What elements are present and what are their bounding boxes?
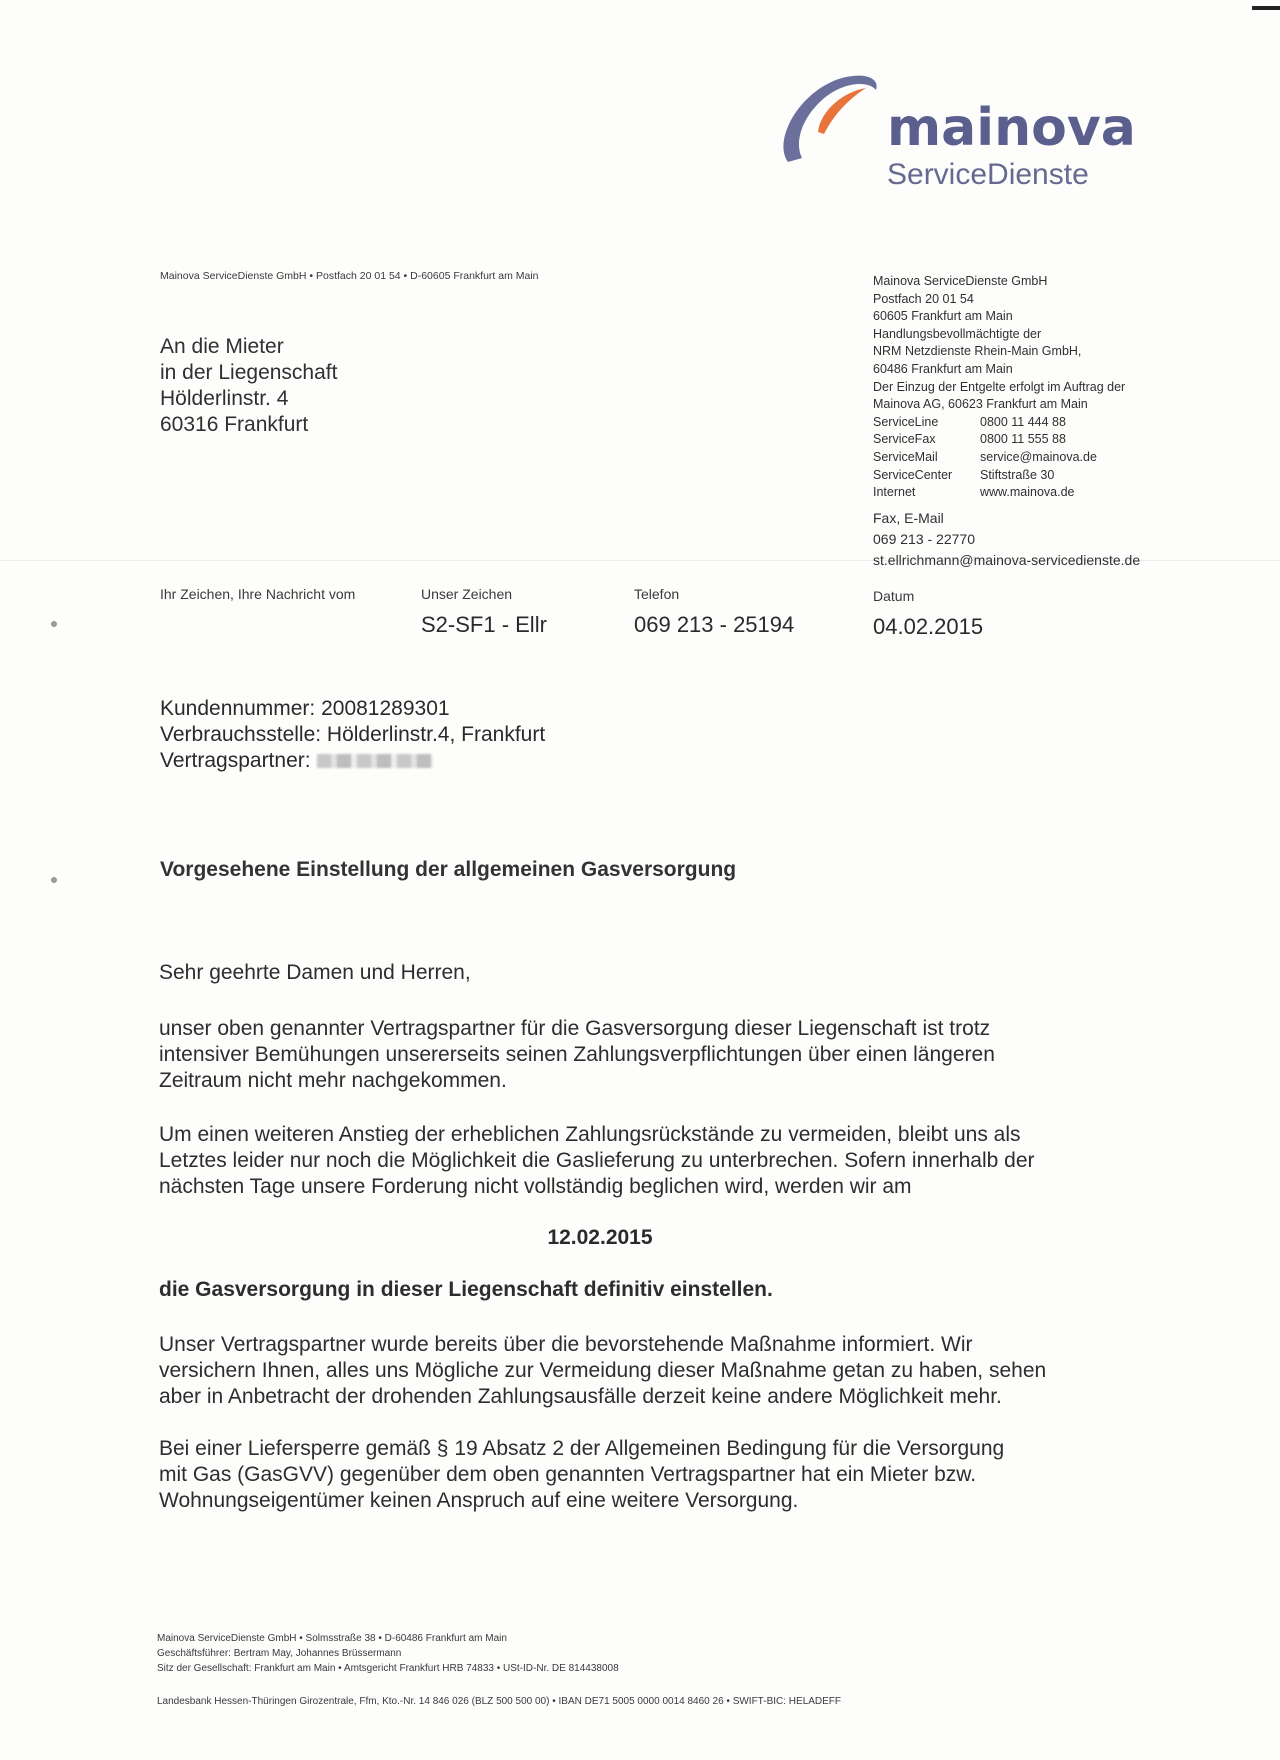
footer-line: Sitz der Gesellschaft: Frankfurt am Main • Amtsgericht Frankfurt HRB 74833 • USt-ID-Nr. DE 814438008	[157, 1663, 619, 1674]
paragraph-line: Bei einer Liefersperre gemäß § 19 Absatz 2 der Allgemeinen Bedingung für die Versorgung	[159, 1437, 1005, 1460]
punch-hole-mark	[51, 877, 57, 883]
contact-label: ServiceFax	[873, 432, 936, 447]
recipient-line: 60316 Frankfurt	[160, 413, 309, 436]
fax-email-block	[873, 508, 1273, 571]
sender-return-address: Mainova ServiceDienste GmbH • Postfach 20 01 54 • D-60605 Frankfurt am Main	[160, 270, 539, 282]
recipient-address	[160, 334, 337, 438]
contact-label: Internet	[873, 485, 916, 500]
sidebar-address-line: 60486 Frankfurt am Main	[873, 361, 1013, 376]
customer-info	[160, 696, 545, 774]
contract-partner-label: Vertragspartner:	[160, 749, 311, 772]
contact-value: www.mainova.de	[980, 485, 1075, 500]
contract-partner-row	[160, 748, 545, 774]
ref-ihr-zeichen	[160, 586, 355, 602]
footer-line: Geschäftsführer: Bertram May, Johannes Brüssermann	[157, 1648, 402, 1659]
paragraph-line: intensiver Bemühungen unsererseits seinen Zahlungsverpflichtungen über einen längeren	[159, 1043, 995, 1066]
sidebar-address-line: Mainova ServiceDienste GmbH	[873, 274, 1048, 288]
paragraph-line: mit Gas (GasGVV) gegenüber dem oben genannten Vertragspartner hat ein Mieter bzw.	[159, 1463, 977, 1486]
recipient-line: An die Mieter	[160, 335, 284, 358]
consumption-point: Verbrauchsstelle: Hölderlinstr.4, Frankfurt	[160, 723, 546, 746]
contact-row	[873, 431, 1273, 449]
company-footer	[157, 1631, 619, 1676]
sidebar-address-line: NRM Netzdienste Rhein-Main GmbH,	[873, 344, 1082, 359]
punch-hole-mark	[51, 621, 57, 627]
paragraph-line: Letztes leider nur noch die Möglichkeit die Gaslieferung zu unterbrechen. Sofern innerhalb der	[159, 1149, 1035, 1172]
paragraph-line: Wohnungseigentümer keinen Anspruch auf eine weitere Versorgung.	[159, 1489, 799, 1512]
recipient-line: Hölderlinstr. 4	[160, 387, 289, 410]
paragraph-line: nächsten Tage unsere Forderung nicht vollständig beglichen wird, werden wir am	[159, 1175, 912, 1198]
contact-value: 0800 11 555 88	[980, 432, 1066, 447]
contact-row	[873, 467, 1273, 485]
bank-footer: Landesbank Hessen-Thüringen Girozentrale, Ffm, Kto.-Nr. 14 846 026 (BLZ 500 500 00) • IBAN DE71 5005 0000 0014 8460 26 • SWIFT-BIC: HELADEFF	[157, 1696, 842, 1707]
paragraph-line: Um einen weiteren Anstieg der erheblichen Zahlungsrückstände zu vermeiden, bleibt uns als	[159, 1123, 1021, 1146]
paragraph-line: unser oben genannter Vertragspartner für die Gasversorgung dieser Liegenschaft ist trotz	[159, 1017, 991, 1040]
redacted-name	[317, 754, 433, 768]
contact-label: ServiceMail	[873, 449, 938, 464]
contact-row	[873, 414, 1273, 432]
paragraph-1	[159, 1016, 1139, 1094]
contact-value: 0800 11 444 88	[980, 414, 1066, 429]
ref-label: Unser Zeichen	[421, 586, 513, 602]
ref-label: Telefon	[634, 586, 680, 602]
customer-number: Kundennummer: 20081289301	[160, 697, 450, 720]
ref-label: Datum	[873, 588, 915, 604]
ref-value: 04.02.2015	[873, 614, 984, 639]
logo-wordmark: mainova	[887, 98, 1136, 158]
logo-subtitle: ServiceDienste	[887, 158, 1089, 191]
paragraph-line: Zeitraum nicht mehr nachgekommen.	[159, 1069, 507, 1092]
ref-datum	[873, 588, 983, 640]
cutoff-statement: die Gasversorgung in dieser Liegenschaft definitiv einstellen.	[159, 1278, 773, 1301]
scan-edge-mark	[1252, 6, 1280, 10]
footer-line: Mainova ServiceDienste GmbH • Solmsstraße 38 • D-60486 Frankfurt am Main	[157, 1633, 507, 1644]
letter-subject: Vorgesehene Einstellung der allgemeinen Gasversorgung	[160, 858, 737, 881]
contact-value: Stiftstraße 30	[980, 467, 1055, 482]
sidebar-address-line: Handlungsbevollmächtigte der	[873, 326, 1042, 341]
contact-row	[873, 484, 1273, 502]
paragraph-line: aber in Anbetracht der drohenden Zahlungsausfälle derzeit keine andere Möglichkeit mehr.	[159, 1385, 1002, 1408]
contact-list	[873, 414, 1273, 502]
sidebar-address-line: 60605 Frankfurt am Main	[873, 309, 1013, 324]
contact-email: st.ellrichmann@mainova-servicedienste.de	[873, 551, 1141, 568]
ref-label: Ihr Zeichen, Ihre Nachricht vom	[160, 586, 356, 602]
fax-number: 069 213 - 22770	[873, 530, 975, 547]
sender-info-block	[873, 273, 1273, 571]
ref-value: S2-SF1 - Ellr	[421, 612, 547, 637]
sidebar-address-line: Postfach 20 01 54	[873, 291, 974, 306]
contact-value: service@mainova.de	[980, 449, 1097, 464]
ref-telefon	[634, 586, 794, 638]
ref-unser-zeichen	[421, 586, 547, 638]
ref-value: 069 213 - 25194	[634, 612, 795, 637]
mainova-logo	[780, 70, 1140, 200]
recipient-line: in der Liegenschaft	[160, 361, 338, 384]
fax-label: Fax, E-Mail	[873, 509, 944, 526]
swoosh-icon	[780, 70, 890, 170]
paragraph-line: versichern Ihnen, alles uns Mögliche zur Vermeidung dieser Maßnahme getan zu haben, sehen	[159, 1359, 1047, 1382]
paragraph-3	[159, 1332, 1139, 1410]
paragraph-line: Unser Vertragspartner wurde bereits über die bevorstehende Maßnahme informiert. Wir	[159, 1333, 973, 1356]
contact-label: ServiceCenter	[873, 467, 953, 482]
paragraph-2	[159, 1122, 1139, 1200]
cutoff-date: 12.02.2015	[547, 1226, 653, 1249]
sidebar-address-line: Der Einzug der Entgelte erfolgt im Auftrag der	[873, 379, 1126, 394]
sidebar-address-line: Mainova AG, 60623 Frankfurt am Main	[873, 397, 1088, 412]
salutation: Sehr geehrte Damen und Herren,	[159, 961, 471, 984]
contact-label: ServiceLine	[873, 414, 939, 429]
paragraph-4	[159, 1436, 1139, 1514]
contact-row	[873, 449, 1273, 467]
